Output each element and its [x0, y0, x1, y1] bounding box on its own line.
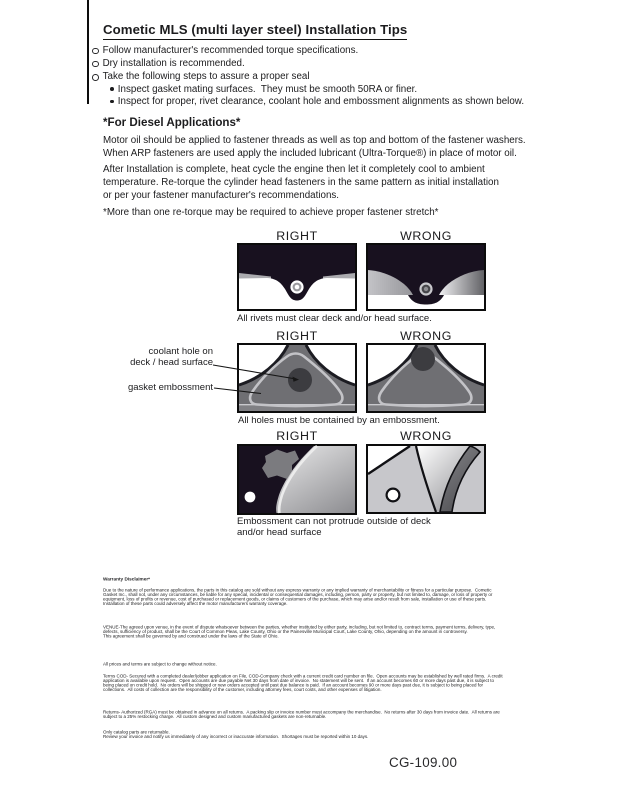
bolt-hole — [245, 492, 256, 503]
diesel-paragraph-1: Motor oil should be applied to fastener threads as well as top and bottom of the fastener washers. When ARP fasteners are used apply the included lubricant (Ultra-Torque®) in place of motor oil. — [103, 135, 526, 160]
page-title: Cometic MLS (multi layer steel) Installation Tips — [103, 22, 407, 40]
list-item: Inspect gasket mating surfaces. They must be smooth 50RA or finer. — [110, 84, 524, 96]
warranty-paragraph: All prices and terms are subject to change without notice. — [103, 661, 217, 667]
diagram-protrusion-right — [237, 444, 357, 515]
warranty-paragraph: Only catalog parts are returnable. Review your invoice and notify us immediately of any incorrect or inaccurate information. Shortages must be reported within 10 days. — [103, 729, 369, 739]
warranty-paragraph: Terms COD- Secured with a completed dealer/jobber application on File, COD-Company check with a current credit card number on file. Open accounts may be established by well rated firms. A credit application is available upon request. Open accounts are due payable Net 30 days from date of invoice. No statement will be sent. If an account becomes 60 or more days past due, it is subject to being placed on credit hold. No orders will be shipped or new orders accepted until past due balance is paid. If an account becomes 90 or more days past due, it is subject to being placed for collections. All costs of collection are the responsibility of the customer, including attorney fees, court costs, and other expenses of litigation. — [103, 673, 504, 692]
wrong-header: WRONG — [400, 329, 452, 343]
warranty-paragraph: Due to the nature of performance applications, the parts in this catalog are sold without any express warranty or any implied warranty of merchantability or fitness for a particular purpose. Cometic Gasket Inc., shall not, under any circumstances, be liable for any special, incidental or consequential damages, including, person, party or property, but not limited to, damage, or loss of property or equipment, loss of profits or revenue, cost of purchased or replacement goods, or claims of customers of the purchase, which may arise and/or result from sale, installation or use of these parts. Installation of these parts could adversely affect the motor manufacturers warranty coverage. — [103, 587, 494, 606]
coolant-hole-label: coolant hole on deck / head surface — [130, 346, 213, 368]
coolant-hole — [411, 347, 435, 371]
wrong-header: WRONG — [400, 429, 452, 443]
right-header: RIGHT — [276, 229, 318, 243]
right-header: RIGHT — [276, 429, 318, 443]
retorque-note: *More than one re-torque may be required to achieve proper fastener stretch* — [103, 207, 439, 218]
dot-bullet-icon — [110, 87, 114, 91]
row2-caption: All holes must be contained by an embossment. — [238, 415, 440, 426]
warranty-heading: Warranty Disclaimer* — [103, 576, 150, 582]
page-code: CG-109.00 — [389, 755, 458, 770]
diagram-protrusion-wrong — [366, 444, 486, 514]
wrong-header: WRONG — [400, 229, 452, 243]
list-item: Take the following steps to assure a proper seal — [92, 70, 524, 83]
list-item: Inspect for proper, rivet clearance, coolant hole and embossment alignments as shown below. — [110, 96, 524, 108]
diagram-rivet-right — [237, 243, 357, 311]
installation-tips-list — [92, 44, 524, 108]
circle-bullet-icon — [92, 48, 99, 55]
bolt-hole — [387, 489, 400, 502]
row1-caption: All rivets must clear deck and/or head surface. — [237, 313, 432, 324]
circle-bullet-icon — [92, 74, 99, 81]
diesel-heading: *For Diesel Applications* — [103, 116, 241, 129]
dot-bullet-icon — [110, 100, 114, 104]
circle-bullet-icon — [92, 61, 99, 68]
warranty-disclaimer — [103, 577, 519, 752]
list-item: Follow manufacturer's recommended torque specifications. — [92, 44, 524, 57]
gasket-embossment-label: gasket embossment — [127, 382, 213, 393]
diagram-embossment-wrong — [366, 343, 486, 413]
label-pointer-lines — [205, 345, 315, 405]
diagram-rivet-wrong — [366, 243, 486, 311]
list-item: Dry installation is recommended. — [92, 57, 524, 70]
warranty-paragraph: VENUE-The agreed upon venue, in the event of dispute whatsoever between the parties, whether instituted by either party, including, but not limited to, contract terms, payment terms, delivery, type, defects, sufficiency of product, shall be the Court of Common Pleas, Lake County, Ohio or the Painesville Municipal Court, Lake County, Ohio, depending on the amount in controversy. This agreement shall be governed by and construed under the laws of the State of Ohio. — [103, 624, 497, 639]
scan-edge-artifact — [87, 0, 89, 104]
arrowhead-icon — [293, 377, 300, 382]
right-header: RIGHT — [276, 329, 318, 343]
diesel-paragraph-2: After Installation is complete, heat cycle the engine then let it completely cool to ambient temperature. Re-torque the cylinder head fasteners in the same pattern as initial installation or per your fastener manufacturer's recommendations. — [103, 164, 499, 202]
warranty-paragraph: Returns- Authorized (RGA) must be obtained in advance on all returns. A packing slip or invoice number must accompany the merchandise. No returns after 30 days from invoice date. All returns are subject to a 25% restocking charge. All custom designed and custom manufactured gaskets are non-returnable. — [103, 709, 501, 719]
row3-caption: Embossment can not protrude outside of deck and/or head surface — [237, 516, 431, 538]
